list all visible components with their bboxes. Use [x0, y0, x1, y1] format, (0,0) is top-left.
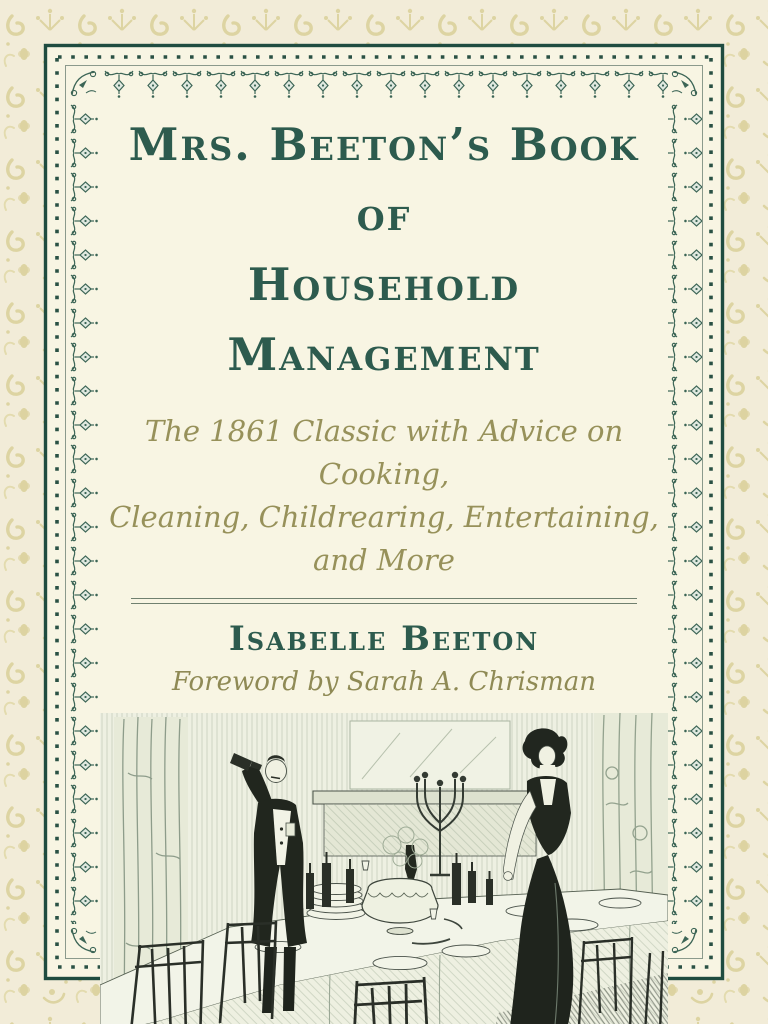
- ornament-border-left: [66, 100, 100, 924]
- book-subtitle: [100, 410, 668, 582]
- subtitle-line-3: and More: [313, 543, 455, 577]
- cover-illustration: [100, 713, 668, 1024]
- foreword-credit: Foreword by Sarah A. Chrisman: [171, 667, 597, 697]
- plate-stack: [307, 884, 365, 920]
- subtitle-line-1: The 1861 Classic with Advice on Cooking,: [144, 414, 624, 491]
- ornament-border-right: [668, 100, 702, 924]
- author-name: Isabelle Beeton: [228, 619, 540, 659]
- cover-content: [100, 96, 668, 1024]
- ornament-border-top: [100, 66, 668, 100]
- title-line-2: Household Management: [227, 258, 541, 381]
- subtitle-line-2: Cleaning, Childrearing, Entertaining,: [109, 500, 659, 534]
- book-title: [100, 110, 668, 390]
- title-line-1: Mrs. Beeton’s Book of: [128, 118, 640, 241]
- divider-rule: [131, 598, 637, 604]
